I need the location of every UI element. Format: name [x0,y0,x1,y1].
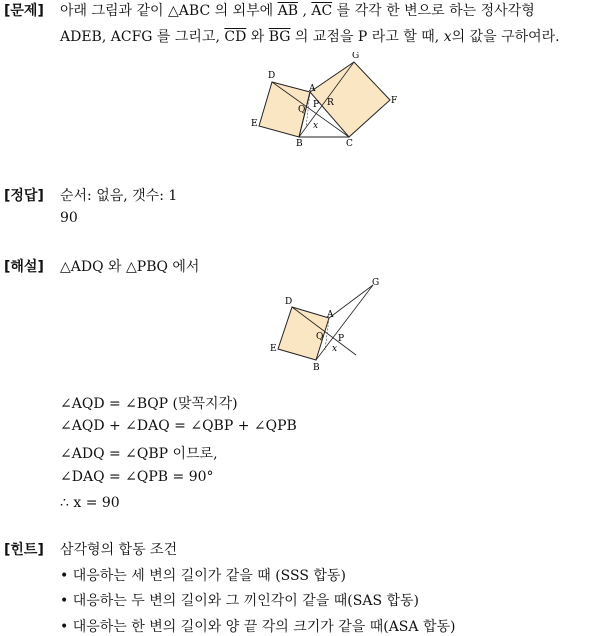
segment-ab: $\overline{AB}$ [277,3,299,19]
square-acfg [310,62,390,137]
label-c: C [346,139,353,149]
problem-line-1 [60,0,535,20]
label-b: B [313,363,320,373]
problem-line-2 [60,26,560,46]
problem-text: 의 값을 구하여라. [451,29,560,45]
solution-line: ∠AQD + ∠DAQ = ∠QBP + ∠QPB [60,418,297,434]
solution-label: [해설] [4,259,44,275]
label-q: Q [316,332,324,342]
label-d: D [268,71,276,81]
solution-figure [265,275,390,375]
label-a: A [327,310,334,320]
label-f: F [391,96,398,106]
segment-ag-line [329,285,373,318]
hint-label: [힌트] [4,542,44,558]
label-a: A [309,84,316,94]
answer-label: [정답] [4,188,44,204]
label-b: B [296,139,303,149]
problem-text: , [298,3,312,19]
solution-intro: △ADQ 와 △PBQ 에서 [60,259,200,275]
hint-title: 삼각형의 합동 조건 [60,542,178,558]
label-p: P [338,334,345,344]
hint-item: • 대응하는 한 변의 길이와 양 끝 각의 크기가 같을 때(ASA 합동) [60,619,456,635]
problem-text: 를 각각 한 변으로 하는 정사각형 [332,3,535,19]
solution-line: ∠AQD = ∠BQP (맞꼭지각) [60,396,238,412]
segment-ac: $\overline{AC}$ [311,3,333,19]
problem-figure [245,52,405,152]
hint-item: • 대응하는 세 변의 길이가 같을 때 (SSS 합동) [60,568,346,584]
solution-line: ∠DAQ = ∠QPB = 90° [60,469,214,485]
label-r: R [327,98,334,108]
hint-item: • 대응하는 두 변의 길이와 그 끼인각이 같을 때(SAS 합동) [60,593,420,609]
solution-conclusion: ∴ x = 90 [60,495,120,511]
label-g: G [352,52,360,61]
problem-text: 아래 그림과 같이 △ABC 의 외부에 [60,3,278,19]
label-e: E [251,119,258,129]
label-x: x [313,121,319,131]
label-p: P [313,100,320,110]
problem-label: [문제] [4,3,44,19]
segment-bg: $\overline{BG}$ [268,29,291,45]
label-x: x [332,344,338,354]
label-q: Q [298,105,306,115]
answer-value: 90 [60,210,78,226]
label-g: G [372,278,380,288]
problem-text: 의 교점을 P 라고 할 때, [290,29,444,45]
problem-text: ADEB, ACFG 를 그리고, [60,29,225,45]
answer-line-1: 순서: 없음, 갯수: 1 [60,188,178,204]
label-e: E [270,344,277,354]
variable-x: x [443,29,452,45]
segment-cd: $\overline{CD}$ [224,29,247,45]
solution-line: ∠ADQ = ∠QBP 이므로, [60,446,218,462]
problem-text: 와 [246,29,269,45]
label-d: D [285,297,293,307]
